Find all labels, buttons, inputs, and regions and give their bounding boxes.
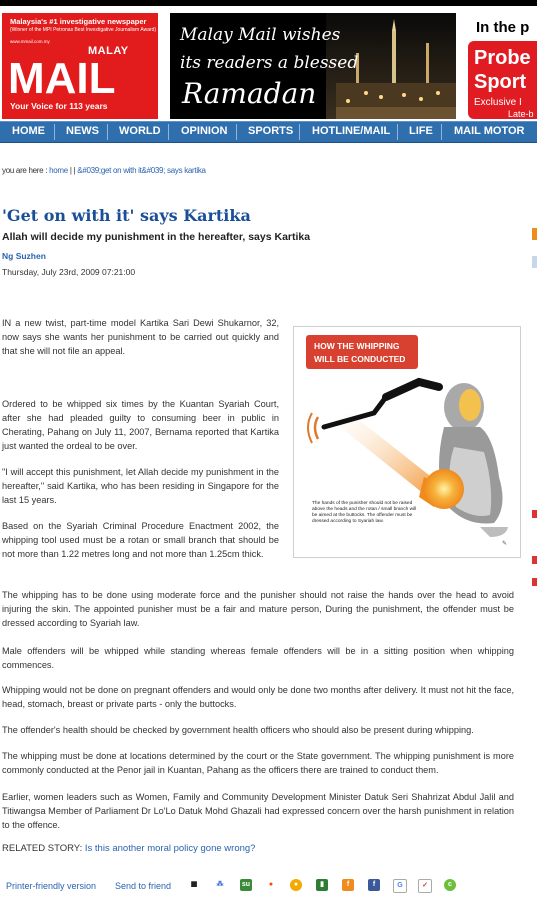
nav-opinion[interactable]: OPINION [181, 125, 228, 137]
nav-mail-motor[interactable]: MAIL MOTOR [454, 125, 525, 137]
stumbleupon-icon[interactable]: su [240, 879, 252, 891]
ad-line-1: In the p [476, 19, 530, 36]
google-icon[interactable]: G [393, 879, 407, 893]
delicious-icon[interactable]: ▦ [188, 879, 200, 891]
printer-friendly-link[interactable]: Printer-friendly version [6, 881, 97, 891]
banner-line-3: Ramadan [182, 77, 317, 110]
breadcrumb-prefix: you are here : [2, 166, 48, 175]
article-title: 'Get on with it' says Kartika [2, 206, 251, 225]
related-story-link[interactable]: Is this another moral policy gone wrong? [84, 843, 256, 854]
right-sidebar-fragment [532, 256, 537, 268]
share-bar [0, 878, 537, 898]
article-paragraph: "I will accept this punishment, let Allah decide my punishment in the hereafter," said Kartika, who has been residing in Singapore for the last 15 years. [2, 467, 279, 505]
article-author[interactable]: Ng Suzhen [2, 251, 46, 261]
nav-life[interactable]: LIFE [409, 125, 433, 137]
article-subtitle: Allah will decide my punishment in the hereafter, says Kartika [2, 231, 311, 243]
article-date: Thursday, July 23rd, 2009 07:21:00 [2, 267, 136, 277]
technorati-icon[interactable]: ▮ [316, 879, 328, 891]
banner-line-1: Malay Mail wishes [180, 25, 341, 45]
digg-icon[interactable]: ⁂ [214, 879, 226, 891]
nav-world[interactable]: WORLD [119, 125, 161, 137]
nav-news[interactable]: NEWS [66, 125, 99, 137]
figure-title-line-1: HOW THE WHIPPING [314, 341, 400, 351]
article-paragraph: Earlier, women leaders such as Women, Family and Community Development Minister Datuk Seri Shahrizat Abdul Jalil and Titiwangsa Member of Parliament Dr Lo'Lo Datuk Mohd Ghazali had expressed concern over the harsh punishment in relation to the offence. [2, 792, 514, 830]
main-nav [0, 121, 537, 143]
logo-url: www.mmail.com.my [10, 39, 50, 44]
nav-separator [236, 124, 237, 140]
right-sidebar-fragment [532, 510, 537, 518]
nav-hotline-mail[interactable]: HOTLINE/MAIL [312, 125, 391, 137]
nav-separator [168, 124, 169, 140]
nav-separator [397, 124, 398, 140]
svg-text:✎: ✎ [502, 541, 508, 547]
furl-icon[interactable]: f [342, 879, 354, 891]
malay-mail-logo[interactable] [2, 13, 158, 119]
nav-separator [441, 124, 442, 140]
nav-separator [299, 124, 300, 140]
figure-caption: The hands of the punisher should not be raised above the heads and the rotan / small branch will be aimed at the buttocks. The offender must be dressed according to Syariah law. [312, 501, 417, 524]
related-story-label: RELATED STORY: [2, 843, 83, 854]
article-paragraph: Based on the Syariah Criminal Procedure Enactment 2002, the whipping tool used must be a rotan or small branch that should be not more than 1.22 metres long and not more than 1.25cm thick. [2, 521, 279, 559]
newsvine-icon[interactable]: c [444, 879, 456, 891]
figure-title [306, 335, 418, 369]
nav-separator [107, 124, 108, 140]
nav-home[interactable]: HOME [12, 125, 45, 137]
whipping-illustration [293, 326, 521, 558]
top-black-bar [0, 0, 537, 6]
ad-line-5: Late-b [508, 109, 534, 119]
reddit-icon[interactable]: ● [265, 879, 277, 891]
right-sidebar-fragment [532, 228, 537, 240]
right-sidebar-fragment [532, 556, 537, 564]
breadcrumb-current-link[interactable]: &#039;get on with it&#039; says kartika [77, 166, 206, 175]
breadcrumb-separator: | | [69, 166, 76, 175]
nav-separator [54, 124, 55, 140]
article-paragraph: The whipping has to be done using moderate force and the punisher should not raise the hands over the head to avoid injuring the skin. The appointed punisher must be a fair and mature person, During the punishment, the offender must be dressed according to Syariah law. [2, 590, 514, 628]
facebook-icon[interactable]: f [368, 879, 380, 891]
breadcrumb [2, 166, 206, 175]
ad-line-2: Probe [474, 47, 531, 69]
related-story [2, 843, 255, 854]
ad-line-4: Exclusive I [474, 97, 522, 108]
ad-line-3: Sport [474, 71, 527, 93]
logo-voice: Your Voice for 113 years [10, 101, 108, 111]
article-paragraph: Whipping would not be done on pregnant offenders and would only be done two months after delivery. It must not hit the face, head, stomach, breast or private parts - only the buttocks. [2, 685, 514, 709]
logo-tagline: Malaysia's #1 investigative newspaper [10, 17, 147, 26]
probe-sport-ad[interactable] [468, 13, 537, 119]
article-paragraph: IN a new twist, part-time model Kartika Sari Dewi Shukarnor, 32, now says she wants her punishment to be carried out quickly and that she will not file an appeal. [2, 318, 279, 356]
yahoo-buzz-icon[interactable]: ● [290, 879, 302, 891]
nav-sports[interactable]: SPORTS [248, 125, 294, 137]
logo-award: (Winner of the MPI Petronas Best Investigative Journalism Award) [10, 27, 157, 33]
article-paragraph: Ordered to be whipped six times by the Kuantan Syariah Court, after she had pleaded guilty to consuming beer in public in Cherating, Pahang on July 11, 2007, Bernama reported that Kartika just wanted the ordeal to be over. [2, 399, 279, 451]
send-to-friend-link[interactable]: Send to friend [115, 881, 172, 891]
blogmarks-icon[interactable]: ✓ [418, 879, 432, 893]
breadcrumb-home-link[interactable]: home [49, 166, 68, 175]
right-sidebar-fragment [532, 578, 537, 586]
logo-mail: MAIL [8, 54, 116, 103]
banner-line-2: its readers a blessed [180, 53, 359, 73]
logo-malay: MALAY [88, 45, 129, 57]
article-paragraph: The offender's health should be checked by government health officers who should also be present during whipping. [2, 725, 474, 735]
figure-title-line-2: WILL BE CONDUCTED [314, 354, 406, 364]
article-paragraph: The whipping must be done at locations determined by the court or the State government. The whipping punishment is more commonly conducted at the Penor jail in Kuantan, Pahang as the officers there are trained to conduct them. [2, 751, 514, 775]
ramadan-banner[interactable] [170, 13, 456, 119]
article-paragraph: Male offenders will be whipped while standing whereas female offenders will be in a sitting position when whipping commences. [2, 646, 514, 670]
